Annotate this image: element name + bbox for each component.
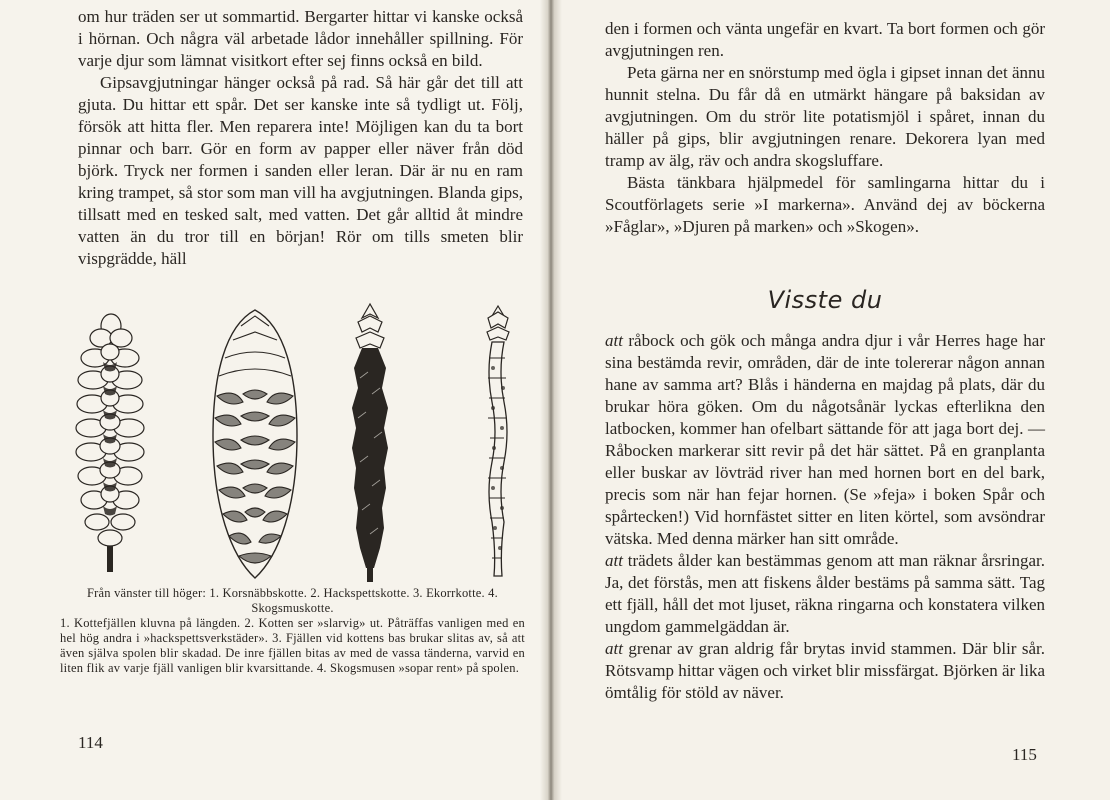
wood-mouse-cone-illustration [475, 302, 521, 586]
figure-caption-body: 1. Kottefjällen kluvna på längden. 2. Kotten ser »slarvig» ut. Påträffas vanligen med en hel hög andra i »hackspettsverkstäder». 3. Fjällen vid kottens bas brukar slitas av, så att även själva spolen blir skadad. De inre fjällen bitas av med de vassa tänderna, varvid en liten flik av varje fjäll vanligen blir kvarsittande. 4. Skogsmusen »sopar rent» på spolen. [60, 616, 525, 675]
section-heading: Visste du [767, 286, 883, 314]
left-paragraph-1: om hur träden ser ut sommartid. Bergarter hittar vi kanske också i hörnan. Och några väl arbetade lådor innehåller spillning. För varje djur som lämnat visitkort efter sej finns också en bild. [78, 7, 523, 70]
left-paragraph-2: Gipsavgjutningar hänger också på rad. Så här går det till att gjuta. Du hittar ett spår. Det ser kanske inte så tydligt ut. Följ, försök att hitta fler. Men reparera inte! Möjligen kan du ta bort pinnar och barr. Gör en form av papper eller näver från död björk. Tryck ner formen i sanden eller leran. Där är nu en ram kring trampet, så stor som man vill ha avgjutningen. Blanda gips, tillsatt med en tesked salt, med vatten. Det går alltid åt mindre vatten än du tror till en början! Rör om tills smeten blir vispgrädde, häll [78, 73, 523, 268]
entry-2-lead: att [605, 551, 623, 570]
woodpecker-cone-illustration [205, 306, 305, 586]
entry-1-text: råbock och gök och många andra djur i vår Herres hage har sina bestämda revir, områden, där de inte tolererar någon annan hane av samma art? Blås i händerna en majdag på plats, där du brukar höra göken. Om du någotsånär lyckas efterlikna den latbocken, kommer han ofelbart sättande för att jaga bort dej. — Råbocken markerar sitt revir på det här sättet. På en granplanta eller buskar av lövträd river han med hornen bort en del bark, precis som när han fejar hornen. (Se »feja» i boken Spår och spårtecken!) Vid hornfästet sitter en liten körtel, som avsöndrar vätska. Med denna märker han sitt område. [605, 331, 1045, 548]
right-paragraph-2: Peta gärna ner en snörstump med ögla i gipset innan det ännu hunnit stelna. Du får då en utmärkt hängare på baksidan av avgjutningen. Om du strör lite potatismjöl i spåret, innan du häller på gips, blir avgjutningen renare. Dekorera lyan med tramp av älg, räv och andra skogsluffare. [605, 63, 1045, 170]
crossbill-cone-illustration [75, 312, 145, 580]
book-gutter [540, 0, 562, 800]
visste-du-entries [605, 330, 1045, 704]
right-paragraph-3: Bästa tänkbara hjälpmedel för samlingarna hittar du i Scoutförlagets serie »I markerna». Använd dej av böckerna »Fåglar», »Djuren på marken» och »Skogen». [605, 173, 1045, 236]
cone-illustrations [75, 298, 525, 588]
entry-2 [605, 550, 1045, 638]
right-page-text [605, 18, 1045, 238]
left-page-text [78, 6, 523, 270]
page-number-left: 114 [78, 733, 103, 752]
entry-2-text: trädets ålder kan bestämmas genom att man räknar årsringar. Ja, det förstås, men att fiskens ålder bestäms på samma sätt. Tag ett fjäll, håll det mot ljuset, räkna ringarna och konstatera vilken ungdom gammelgäddan är. [605, 551, 1045, 636]
figure-caption-heading: Från vänster till höger: 1. Korsnäbbskotte. 2. Hackspettskotte. 3. Ekorrkotte. 4. Skogsmuskotte. [87, 586, 498, 615]
entry-1-lead: att [605, 331, 623, 350]
figure-caption [60, 586, 525, 676]
squirrel-cone-illustration [340, 298, 400, 588]
entry-3-lead: att [605, 639, 623, 658]
entry-3-text: grenar av gran aldrig får brytas invid stammen. Där blir sår. Rötsvamp hittar vägen och virket blir missfärgat. Björken är lika ömtålig för stöld av näver. [605, 639, 1045, 702]
page-number-right: 115 [1012, 745, 1037, 764]
right-paragraph-1: den i formen och vänta ungefär en kvart. Ta bort formen och gör avgjutningen ren. [605, 19, 1045, 60]
entry-1 [605, 330, 1045, 550]
entry-3 [605, 638, 1045, 704]
